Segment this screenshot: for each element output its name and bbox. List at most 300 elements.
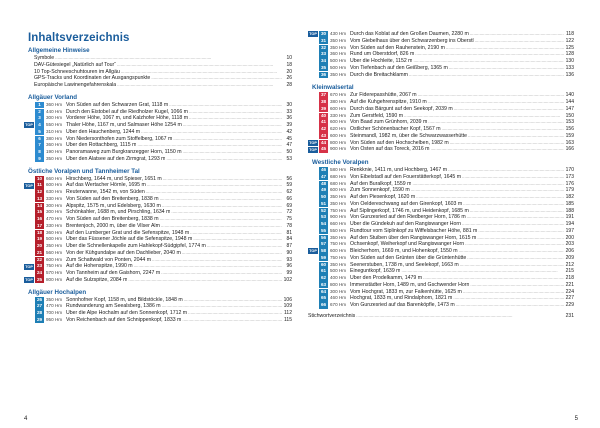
route-entry[interactable]	[308, 167, 574, 174]
route-entry[interactable]	[308, 255, 574, 262]
leader-dots	[162, 203, 282, 210]
intro-item[interactable]	[34, 69, 292, 76]
leader-dots	[166, 156, 282, 163]
route-title: Eineguntkopf, 1639 m	[350, 268, 401, 275]
ascent-meters: 560 Hm	[46, 249, 63, 255]
route-entry[interactable]	[24, 263, 292, 270]
route-entry[interactable]	[308, 181, 574, 188]
route-title: Von Reichenbach auf den Schnippenkopf, 1833 m	[66, 316, 182, 323]
route-entry[interactable]	[308, 126, 574, 133]
route-title: Schönkahler, 1688 m, und Pirschling, 1634 m	[66, 209, 171, 216]
intro-item-page: 18	[286, 61, 292, 68]
ascent-meters: 470 Hm	[46, 303, 63, 309]
ascent-meters: 350 Hm	[330, 71, 347, 77]
intro-item-page: 20	[286, 68, 292, 75]
route-title: Auf den Buralkopf, 1559 m	[350, 180, 412, 187]
leader-dots	[456, 302, 564, 309]
route-entry[interactable]	[308, 174, 574, 181]
route-entry[interactable]	[308, 289, 574, 296]
route-page-number: 102	[283, 276, 292, 283]
route-entry[interactable]	[24, 196, 292, 203]
route-entry[interactable]	[24, 209, 292, 216]
route-entry[interactable]	[24, 203, 292, 210]
route-number-badge: 51	[320, 200, 327, 206]
right-sections	[308, 31, 574, 309]
route-entry[interactable]	[308, 133, 574, 140]
route-entry[interactable]	[308, 282, 574, 289]
leader-dots	[416, 194, 564, 201]
ascent-meters: 300 Hm	[46, 115, 63, 121]
route-title: Über die Alpe Hochalm auf den Sonnenkopf, 1712 m	[66, 310, 188, 316]
ascent-meters: 350 Hm	[330, 194, 347, 199]
top-tour-badge: TOP	[309, 140, 317, 145]
route-entry[interactable]	[308, 146, 574, 153]
ascent-meters: 360 Hm	[46, 142, 63, 148]
leader-dots	[454, 106, 564, 113]
ascent-meters: 600 Hm	[46, 182, 63, 188]
route-number-badge: 6	[35, 136, 44, 142]
route-page-number: 125	[565, 44, 574, 51]
leader-dots	[134, 263, 282, 270]
route-number-badge: 34	[320, 58, 327, 64]
route-title: Von Süden auf den Hochschelben, 1982 m	[350, 139, 449, 146]
route-title: Von Süden auf den Schwarzen Grat, 1118 m	[66, 101, 169, 108]
leader-dots	[169, 102, 282, 109]
route-entry[interactable]	[308, 140, 574, 147]
leader-dots	[404, 113, 564, 120]
ascent-meters: 750 Hm	[330, 241, 347, 247]
intro-item-title: Europäische Lawinengefahrenskala	[34, 82, 117, 88]
route-page-number: 69	[286, 202, 292, 209]
route-title: Rundwanderung am Seealsberg, 1386 m	[66, 303, 161, 310]
leader-dots	[442, 126, 564, 133]
route-page-number: 87	[286, 243, 292, 249]
leader-dots	[147, 182, 282, 189]
route-entry[interactable]	[24, 182, 292, 189]
route-page-number: 200	[565, 234, 574, 241]
leader-dots	[448, 167, 564, 174]
route-number-badge: 17	[36, 222, 43, 228]
leader-dots	[117, 82, 282, 89]
ascent-meters: 660 Hm	[46, 175, 63, 181]
route-number-badge: 4	[35, 122, 44, 128]
route-page-number: 59	[286, 182, 292, 189]
route-number-badge: 25	[36, 276, 43, 282]
index-entry[interactable]	[308, 313, 574, 320]
toc-section	[308, 31, 574, 78]
intro-item-title: GPS-Tracks und Koordinaten der Ausgangspunkte	[34, 75, 151, 82]
route-page-number: 90	[286, 249, 292, 256]
route-title: Rund um Oberstdorf, 826 m	[350, 51, 415, 58]
route-page-number: 115	[284, 316, 292, 323]
leader-dots	[401, 268, 564, 275]
top-tour-badge: TOP	[25, 123, 33, 128]
route-entry[interactable]	[308, 72, 574, 79]
route-entry[interactable]	[308, 31, 574, 38]
route-page-number: 163	[565, 139, 574, 146]
section-heading-intro: Allgemeine Hinweise	[28, 47, 90, 54]
leader-dots	[146, 189, 282, 196]
route-page-number: 39	[286, 122, 292, 128]
leader-dots	[470, 31, 564, 38]
route-page-number: 133	[565, 64, 574, 71]
route-page-number: 62	[286, 189, 292, 195]
leader-dots	[128, 277, 282, 284]
route-page-number: 153	[565, 119, 574, 126]
ascent-meters: 380 Hm	[46, 135, 63, 141]
route-entry[interactable]	[308, 228, 574, 235]
route-number-badge: 60	[320, 261, 327, 267]
ascent-meters: 330 Hm	[46, 195, 63, 201]
leader-dots	[151, 75, 282, 82]
route-title: Über das Füssener Jöchle auf die Sefenspitze, 1948 m	[66, 236, 193, 243]
route-entry[interactable]	[308, 221, 574, 228]
route-number-badge: 21	[36, 249, 43, 255]
ascent-meters: 350 Hm	[46, 155, 63, 161]
route-number-badge: 66	[320, 302, 327, 308]
route-title: Auf den Stuiben über den Rangiswanger Horn, 1615 m	[350, 234, 477, 241]
route-entry[interactable]	[24, 250, 292, 257]
route-entry[interactable]	[308, 268, 574, 275]
route-page-number: 122	[565, 37, 574, 44]
leader-dots	[465, 241, 564, 248]
route-page-number: 128	[565, 51, 574, 58]
route-number-badge: 55	[320, 227, 327, 233]
route-page-number: 109	[283, 303, 292, 310]
route-title: Brentenjoch, 2000 m, über die Vilser Alm	[66, 222, 160, 229]
route-entry[interactable]	[308, 45, 574, 52]
route-page-number: 224	[565, 288, 574, 295]
route-page-number: 229	[565, 302, 574, 308]
leader-dots	[460, 262, 564, 269]
route-title: Von Süden auf den Grünten über die Grüntenhütte	[350, 254, 467, 261]
ascent-meters: 190 Hm	[46, 149, 63, 154]
route-page-number: 53	[286, 155, 292, 162]
intro-item[interactable]	[34, 82, 292, 89]
route-entry[interactable]	[308, 295, 574, 302]
route-number-badge: 63	[320, 281, 327, 287]
leader-dots	[470, 208, 564, 215]
ascent-meters: 500 Hm	[330, 58, 347, 63]
route-title: Auf das Wertacher Hörnle, 1695 m	[66, 182, 146, 189]
ascent-meters: 600 Hm	[330, 187, 347, 193]
route-number-badge: 14	[36, 202, 43, 208]
route-entry[interactable]	[24, 297, 292, 304]
route-entry[interactable]	[24, 115, 292, 122]
route-entry[interactable]	[24, 156, 292, 163]
route-title: Zur Fiderepasshütte, 2067 m	[350, 92, 417, 99]
route-entry[interactable]	[24, 109, 292, 116]
route-title: Von Baad zum Grünhorn, 2039 m	[350, 119, 428, 126]
route-entry[interactable]	[24, 257, 292, 264]
route-number-badge: 13	[36, 195, 43, 201]
route-title: Über die Gündekuh auf den Rangiswanger Horn	[350, 221, 462, 227]
route-entry[interactable]	[308, 187, 574, 194]
route-entry[interactable]	[24, 216, 292, 223]
route-page-number: 81	[286, 229, 292, 236]
route-entry[interactable]	[308, 241, 574, 248]
route-entry[interactable]	[308, 275, 574, 282]
route-number-badge: 19	[36, 236, 43, 242]
route-entry[interactable]	[308, 99, 574, 106]
ascent-meters: 800 Hm	[46, 276, 63, 282]
intro-item-title: DAV-Gütesiegel „Natürlich auf Tour“	[34, 61, 116, 68]
route-entry[interactable]	[24, 176, 292, 183]
leader-dots	[182, 317, 282, 324]
ascent-meters: 300 Hm	[46, 202, 63, 208]
route-entry[interactable]	[308, 65, 574, 72]
route-page-number: 75	[286, 216, 292, 222]
left-sections	[24, 89, 292, 324]
ascent-meters: 750 Hm	[330, 254, 347, 260]
route-entry[interactable]	[24, 223, 292, 230]
route-entry[interactable]	[308, 214, 574, 221]
route-entry[interactable]	[308, 208, 574, 215]
ascent-meters: 500 Hm	[330, 268, 347, 274]
leader-dots	[160, 196, 282, 203]
route-title: Auf den Piesenkopf, 1620 m	[350, 194, 416, 200]
route-number-badge: 15	[36, 209, 43, 215]
route-page-number: 159	[565, 132, 574, 139]
page-number-right: 5	[574, 416, 578, 422]
route-title: Durch den Eistobel auf die Riedholzer Kugel, 1066 m	[66, 108, 188, 115]
route-page-number: 150	[565, 112, 574, 119]
intro-section	[24, 47, 292, 89]
route-entry[interactable]	[24, 243, 292, 250]
route-entry[interactable]	[308, 58, 574, 65]
route-title: Über die Hochleite, 1152 m	[350, 58, 413, 64]
ascent-meters: 600 Hm	[330, 132, 347, 138]
route-number-badge: 43	[320, 132, 327, 138]
route-number-badge: 64	[320, 288, 327, 294]
leader-dots	[160, 216, 282, 223]
route-number-badge: 5	[35, 129, 44, 135]
route-title: Durch das Koblat auf den Großen Daumen, 2280 m	[350, 31, 469, 37]
route-number-badge: 65	[320, 295, 327, 301]
route-page-number: 197	[565, 227, 574, 234]
route-page-number: 212	[565, 261, 574, 268]
leader-dots	[409, 72, 564, 79]
route-page-number: 166	[565, 146, 574, 153]
route-entry[interactable]	[24, 142, 292, 149]
route-entry[interactable]	[24, 270, 292, 277]
route-title: Auf den Lumberger Grat und die Sefenspitze, 1948 m	[66, 229, 190, 236]
route-title: Bleicherhorn, 1669 m, und Hohenkopf, 1550 m	[350, 248, 458, 254]
route-title: Von Gunzesried auf den Riedberger Horn, 1786 m	[350, 214, 466, 221]
ascent-meters: 350 Hm	[330, 44, 347, 50]
leader-dots	[163, 176, 282, 183]
ascent-meters: 330 Hm	[46, 222, 63, 228]
route-page-number: 84	[286, 236, 292, 243]
route-page-number: 36	[286, 115, 292, 122]
route-title: Auf die Sulzspitze, 2084 m	[66, 276, 128, 283]
route-entry[interactable]	[24, 303, 292, 310]
route-entry[interactable]	[308, 106, 574, 113]
ascent-meters: 350 Hm	[330, 234, 347, 240]
leader-dots	[449, 65, 564, 72]
top-tour-badge: TOP	[25, 264, 33, 269]
route-number-badge: 56	[320, 234, 327, 240]
route-number-badge: 12	[36, 189, 43, 195]
leader-dots	[431, 146, 565, 153]
route-title: Auf die Hohenspitze, 1990 m	[66, 263, 133, 270]
ascent-meters: 800 Hm	[330, 139, 347, 145]
leader-dots	[459, 248, 564, 255]
ascent-meters: 660 Hm	[330, 221, 347, 226]
intro-item-title: Symbole	[34, 55, 55, 61]
ascent-meters: 440 Hm	[46, 108, 63, 114]
route-title: Über den Alatsee auf den Zirmgrat, 1293 m	[66, 155, 166, 162]
route-page-number: 188	[565, 207, 574, 214]
intro-item[interactable]	[34, 62, 292, 69]
route-page-number: 140	[565, 92, 574, 99]
leader-dots	[161, 223, 282, 230]
leader-dots	[428, 99, 564, 106]
route-page-number: 209	[565, 254, 574, 261]
leader-dots	[477, 235, 564, 242]
route-number-badge: 54	[320, 221, 327, 227]
toc-section	[24, 89, 292, 163]
intro-item[interactable]	[34, 55, 292, 62]
route-entry[interactable]	[308, 51, 574, 58]
section-heading: Allgäuer Vorland	[28, 93, 78, 101]
route-number-badge: 24	[36, 270, 43, 276]
route-number-badge: 23	[36, 263, 43, 269]
leader-dots	[423, 275, 564, 282]
leader-dots	[171, 209, 282, 216]
route-number-badge: 37	[320, 92, 327, 98]
top-tour-badge: TOP	[25, 278, 33, 283]
route-entry[interactable]	[308, 201, 574, 208]
route-number-badge: 42	[320, 126, 327, 132]
route-title: Zum Gerstfeld, 1590 m	[350, 112, 404, 119]
route-number-badge: 8	[35, 149, 44, 155]
ascent-meters: 360 Hm	[46, 229, 63, 235]
route-entry[interactable]	[24, 102, 292, 109]
route-entry[interactable]	[308, 262, 574, 269]
route-entry[interactable]	[24, 122, 292, 129]
leader-dots	[475, 38, 564, 45]
route-entry[interactable]	[308, 302, 574, 309]
route-entry[interactable]	[24, 149, 292, 156]
ascent-meters: 350 Hm	[46, 296, 63, 302]
route-title: Durch die Breitachklamm	[350, 71, 408, 78]
ascent-meters: 500 Hm	[330, 64, 347, 70]
route-number-badge: 53	[320, 214, 327, 220]
route-title: Vorderer Höhe, 1067 m, und Kalzhofer Höhe, 1118 m	[66, 115, 189, 122]
route-title: Östlicher Schönenbacher Kopf, 1567 m	[350, 126, 441, 132]
route-title: Von Eibelstadl auf den Fouerstätterkopf, 1645 m	[350, 173, 462, 180]
leader-dots	[207, 243, 282, 250]
route-number-badge: 26	[36, 296, 43, 302]
route-number-badge: 59	[320, 254, 327, 260]
leader-dots	[182, 250, 282, 257]
ascent-meters: 350 Hm	[330, 200, 347, 206]
route-entry[interactable]	[308, 248, 574, 255]
route-title: Zum Schattwald von Ponten, 2044 m	[66, 256, 152, 263]
route-page-number: 182	[565, 194, 574, 200]
route-entry[interactable]	[24, 236, 292, 243]
route-number-badge: 57	[320, 241, 327, 247]
ascent-meters: 900 Hm	[330, 146, 347, 152]
route-entry[interactable]	[24, 277, 292, 284]
route-number-badge: 32	[320, 44, 327, 50]
route-title: Hirschberg, 1644 m, und Spieser, 1651 m	[66, 175, 162, 182]
route-title: Von Tiefenbach auf den Geißberg, 1365 m	[350, 64, 448, 71]
route-entry[interactable]	[24, 310, 292, 317]
route-number-badge: 16	[36, 216, 43, 222]
route-entry[interactable]	[308, 119, 574, 126]
ascent-meters: 330 Hm	[330, 112, 347, 118]
leader-dots	[450, 140, 564, 147]
ascent-meters: 350 Hm	[46, 243, 63, 248]
route-number-badge: 61	[320, 268, 327, 274]
top-tour-badge: TOP	[309, 249, 317, 254]
route-title: Von Süden auf den Rauhenstein, 2190 m	[350, 44, 445, 51]
route-number-badge: 11	[35, 182, 44, 188]
ascent-meters: 580 Hm	[330, 167, 347, 172]
route-entry[interactable]	[308, 113, 574, 120]
toc-section	[308, 153, 574, 309]
route-page-number: 147	[565, 105, 574, 112]
route-page-number: 30	[286, 101, 292, 108]
route-number-badge: 18	[36, 229, 43, 235]
index-entry-title: Stichwortverzeichnis	[308, 312, 356, 319]
route-number-badge: 29	[36, 316, 43, 322]
leader-dots	[121, 69, 282, 76]
route-number-badge: 48	[320, 180, 327, 186]
route-number-badge: 35	[320, 64, 327, 70]
route-title: Sonnhofner Kopf, 1158 m, und Bildstöckle, 1848 m	[66, 296, 183, 303]
route-entry[interactable]	[24, 189, 292, 196]
route-entry[interactable]	[24, 136, 292, 143]
leader-dots	[467, 214, 564, 221]
route-entry[interactable]	[24, 317, 292, 324]
route-title: Seenerstuben, 1738 m, und Seelekopf, 1663 m	[350, 261, 459, 268]
ascent-meters: 670 Hm	[330, 92, 347, 98]
route-title: Auf die Kuhgehrenspitze, 1910 m	[350, 99, 427, 105]
route-title: Alpspitz, 1575 m, und Edelsberg, 1630 m	[66, 202, 161, 209]
route-entry[interactable]	[24, 129, 292, 136]
route-page-number: 78	[286, 222, 292, 229]
intro-item[interactable]	[34, 75, 292, 82]
ascent-meters: 360 Hm	[46, 101, 63, 107]
leader-dots	[161, 270, 282, 277]
route-entry[interactable]	[308, 38, 574, 45]
route-number-badge: 30	[320, 31, 327, 37]
leader-dots	[462, 221, 564, 228]
section-heading: Kleinwalsertal	[312, 84, 354, 92]
ascent-meters: 430 Hm	[330, 31, 347, 36]
route-number-badge: 1	[35, 102, 44, 108]
leader-dots	[453, 295, 564, 302]
leader-dots	[184, 297, 282, 304]
leader-dots	[137, 142, 282, 149]
route-entry[interactable]	[24, 230, 292, 237]
ascent-meters: 600 Hm	[330, 105, 347, 111]
leader-dots	[418, 92, 564, 99]
route-number-badge: 9	[35, 156, 44, 162]
route-entry[interactable]	[308, 92, 574, 99]
leader-dots	[152, 257, 282, 264]
route-entry[interactable]	[308, 194, 574, 201]
route-number-badge: 27	[36, 303, 43, 309]
leader-dots	[413, 58, 564, 65]
intro-list	[24, 55, 292, 89]
route-entry[interactable]	[308, 235, 574, 242]
ascent-meters: 750 Hm	[46, 263, 63, 269]
route-title: Über die Schnellenkapelle zum Hahlekopf-Südgipfel, 1774 m	[66, 243, 206, 249]
